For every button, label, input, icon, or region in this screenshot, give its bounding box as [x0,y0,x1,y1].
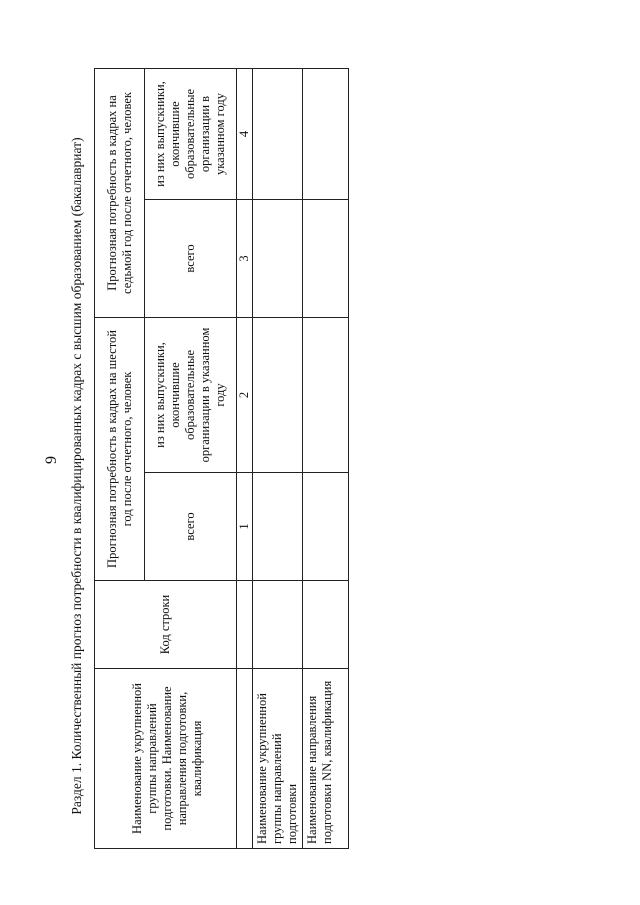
table-row [303,69,349,849]
row-cell[interactable] [303,69,349,200]
column-number: 3 [237,200,253,318]
row-code[interactable] [253,581,303,669]
header-code: Код строки [95,581,237,669]
header-group-year7: Прогнозная потребность в кадрах на седьмой год после отчетного, человек [95,69,145,318]
header-total-year6: всего [145,473,237,581]
row-name: Наименование направления подготовки NN, квалификация [303,669,349,849]
row-cell[interactable] [253,473,303,581]
column-number: 4 [237,69,253,200]
column-number: 1 [237,473,253,581]
column-number-blank [237,581,253,669]
section-title: Раздел 1. Количественный прогноз потребности в квалифицированных кадрах с высшим образованием (бакалавриат) [69,137,84,815]
header-graduates-year7: из них выпускники, окончившие образовательные организации в указанном году [145,69,237,200]
column-number-blank [237,669,253,849]
header-graduates-year6: из них выпускники, окончившие образовательные организации в указанном году [145,318,237,473]
table-row [253,69,303,849]
header-total-year7: всего [145,200,237,318]
row-cell[interactable] [303,473,349,581]
header-name: Наименование укрупненной группы направлений подготовки. Наименование направления подготовки, квалификация [95,669,237,849]
row-cell[interactable] [253,318,303,473]
column-number: 2 [237,318,253,473]
row-cell[interactable] [303,200,349,318]
header-group-year6: Прогнозная потребность в кадрах на шестой год после отчетного, человек [95,318,145,581]
row-code[interactable] [303,581,349,669]
row-cell[interactable] [303,318,349,473]
row-name: Наименование укрупненной группы направлений подготовки [253,669,303,849]
column-number-row [237,69,253,849]
row-cell[interactable] [253,200,303,318]
row-cell[interactable] [253,69,303,200]
page-number: 9 [43,456,60,464]
header-row-groups [95,69,145,849]
rotated-table-container [94,69,335,849]
forecast-table [94,68,349,849]
